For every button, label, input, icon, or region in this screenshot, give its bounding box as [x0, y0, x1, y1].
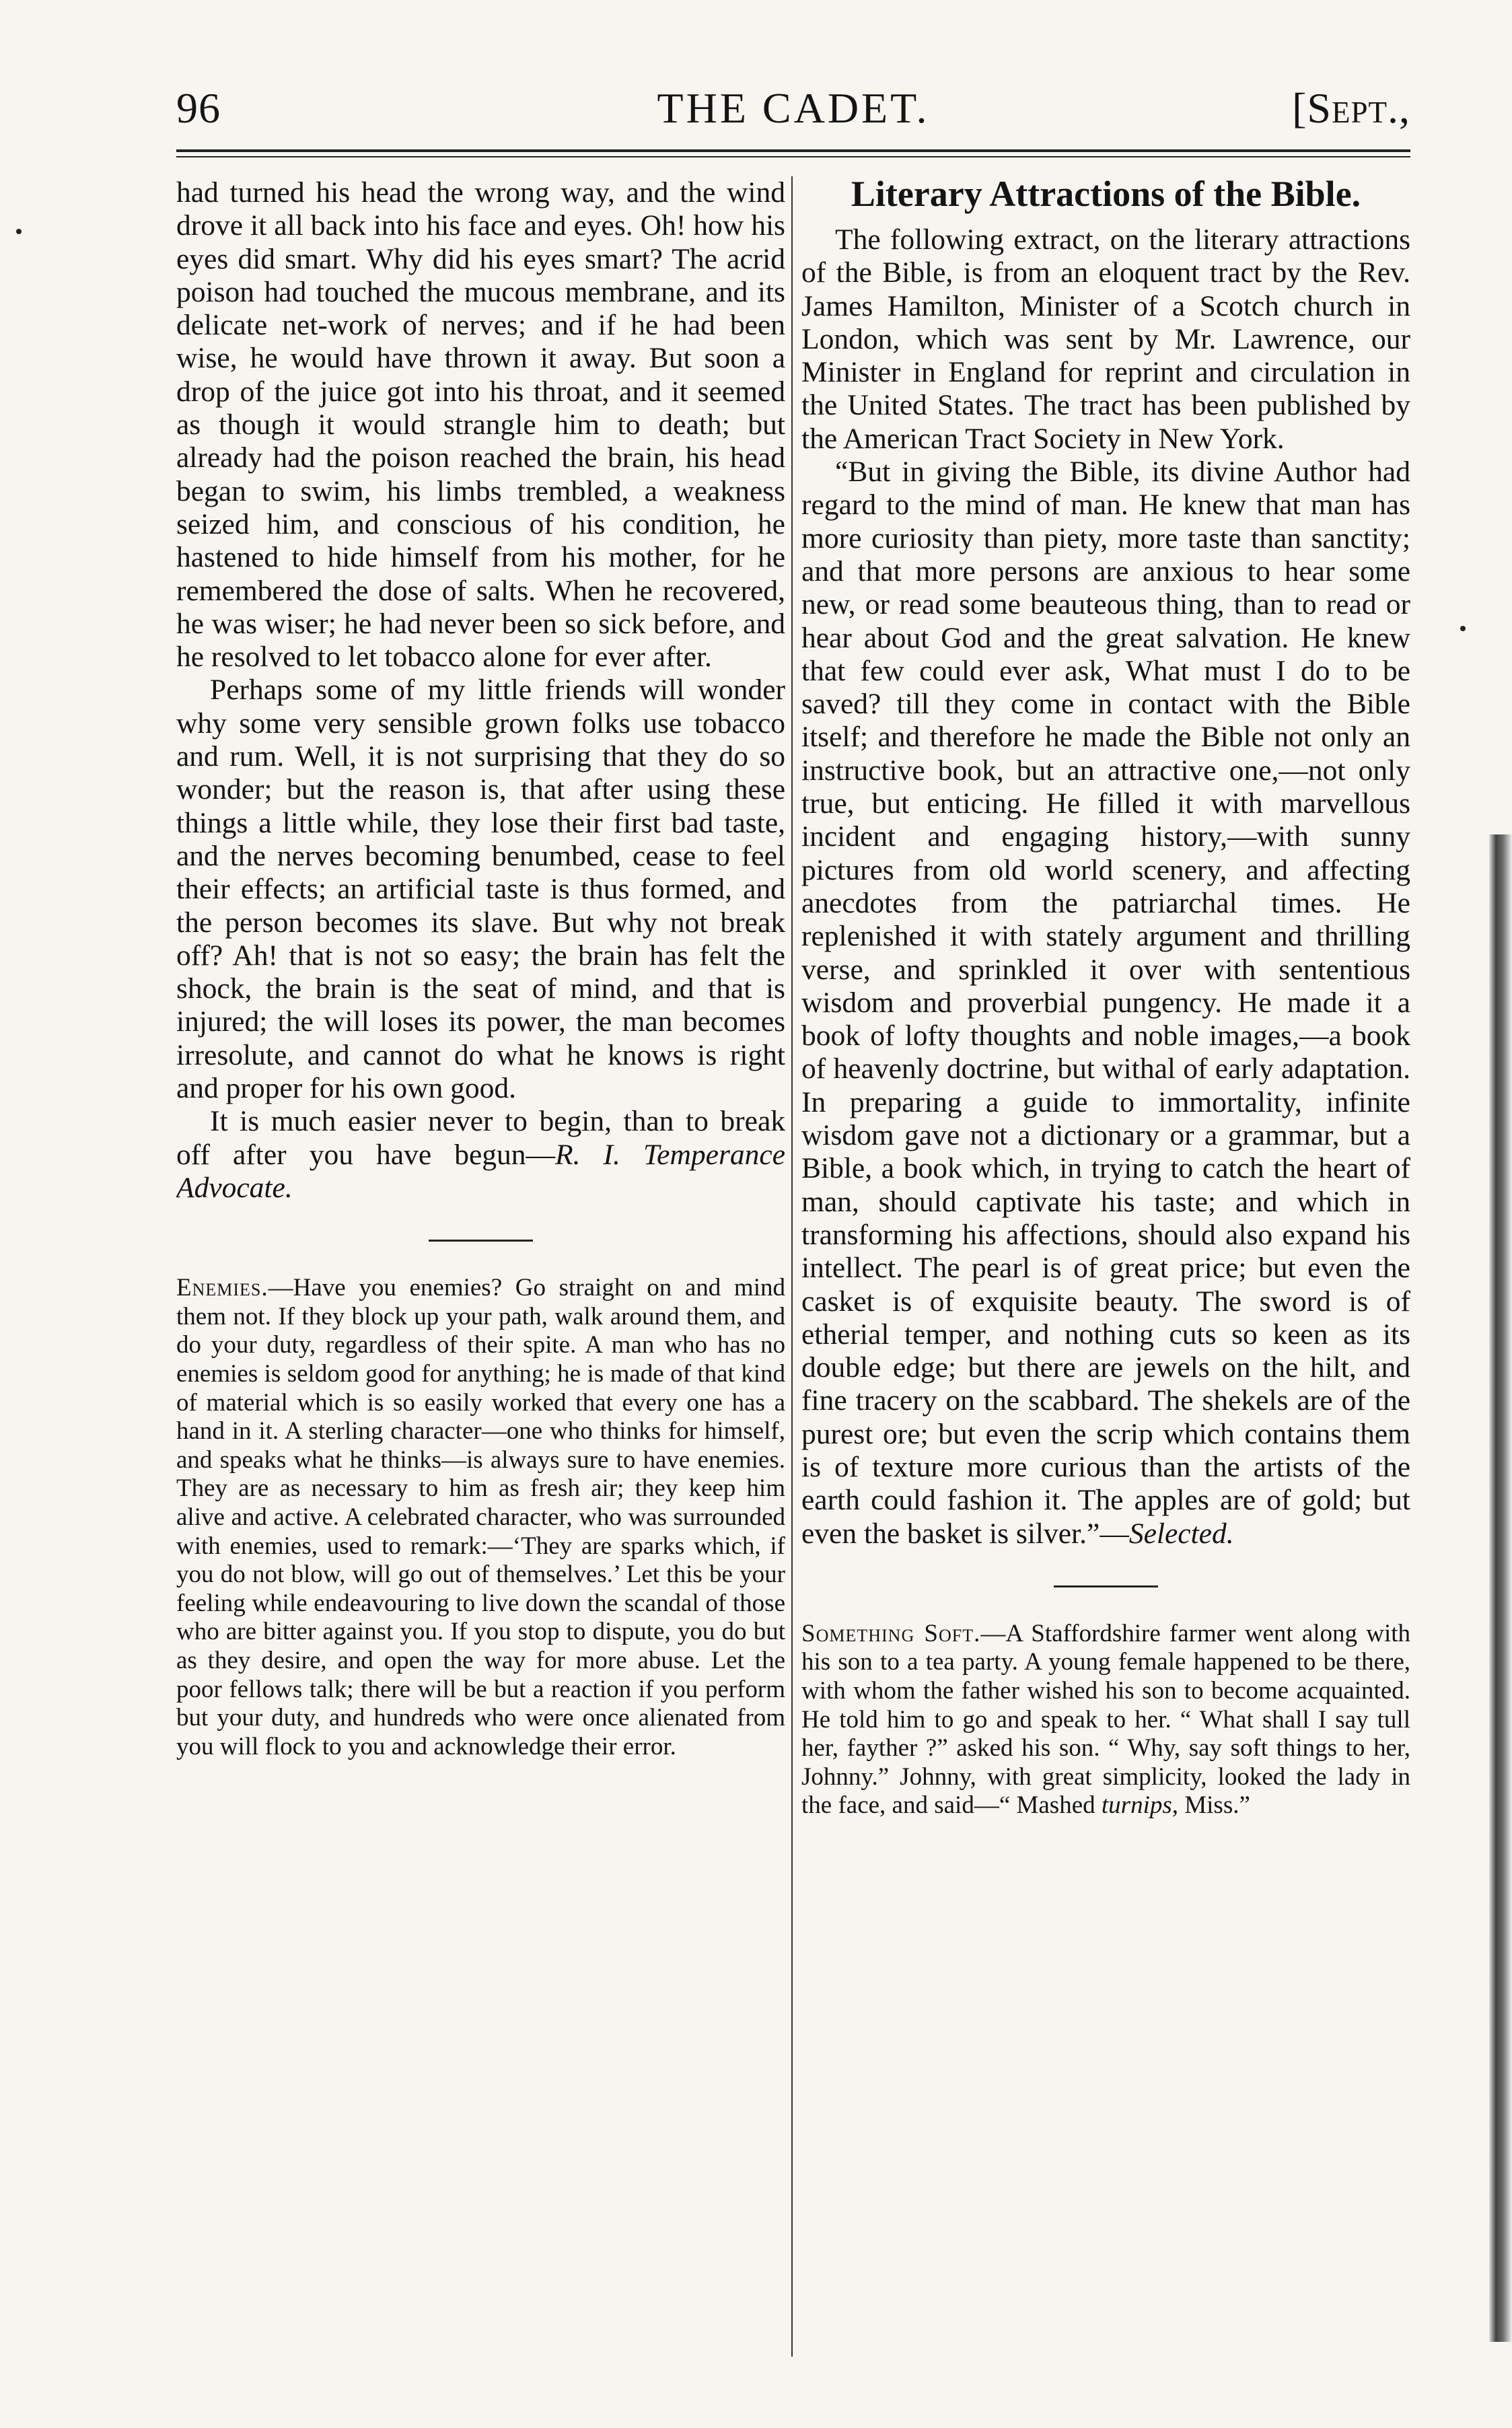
- article-quote: [801, 456, 1410, 1550]
- left-column: [176, 176, 785, 2370]
- article-source: R. I. Temperance Advocate.: [176, 1138, 785, 1204]
- section-divider: [1054, 1585, 1158, 1587]
- something-soft-text: —A Staffordshire farmer went along with his son to a tea party. A young female happened to be there, with whom the father wished his son to become acquainted. He told him to go and speak to her. “ What shall I say tull her, fayther ?” asked his son. “ Why, say soft things to her, Johnny.” Johnny, with great simplicity, looked the lady in the face, and said—“ Mashed: [801, 1619, 1410, 1820]
- page-number: 96: [176, 84, 221, 132]
- section-divider: [429, 1240, 533, 1242]
- article-title: Literary Attractions of the Bible.: [851, 176, 1361, 214]
- quote-text: “But in giving the Bible, its divine Author had regard to the mind of man. He knew that man has more curiosity than piety, more taste than sanctity; and that more persons are anxious to hear some new, or read some beauteous thing, than to read or hear about God and the great salvation. He knew that few could ever ask, What must I do to be saved? till they come in contact with the Bible itself; and therefore he made the Bible not only an instructive book, but an attractive one,—not only true, but enticing. He filled it with marvellous incident and engaging history,—with sunny pictures from old world scenery, and affecting anecdotes from the patriarchal times. He replenished it with stately argument and thrilling verse, and sprinkled it over with sententious wisdom and proverbial pungency. He made it a book of lofty thoughts and noble images,—a book of heavenly doctrine, but withal of early adaptation. In preparing a guide to immortality, infinite wisdom gave not a dictionary or a grammar, but a Bible, a book which, in trying to catch the heart of man, should captivate his taste; and which in transforming his affections, should also expand his intellect. The pearl is of great price; but even the casket is of exquisite beauty. The sword is of etherial temper, and nothing cuts so keen as its double edge; but there are jewels on the hilt, and fine tracery on the scabbard. The shekels are of the purest ore; but even the scrip which contains them is of texture more curious than the artists of the earth could fashion it. The apples are of gold; but even the basket is silver.”—: [801, 456, 1410, 1550]
- article-paragraph: had turned his head the wrong way, and the wind drove it all back into his face and eyes. Oh! how his eyes did smart. Why did his eyes smart? The acrid poison had touched the mucous membrane, and its delicate net-work of nerves; and if he had been wise, he would have thrown it away. But soon a drop of the juice got into his throat, and it seemed as though it would strangle him to death; but already had the poison reached the brain, his head began to swim, his limbs trembled, a weakness seized him, and conscious of his condition, he hastened to hide himself from his mother, for he remembered the dose of salts. When he recovered, he was wiser; he had never been so sick before, and he resolved to let tobacco alone for ever after.: [176, 176, 785, 674]
- enemies-article: [176, 1274, 785, 1761]
- quote-source: Selected.: [1128, 1517, 1234, 1550]
- margin-dot: [1460, 626, 1466, 631]
- something-soft-end: , Miss.”: [1172, 1791, 1250, 1820]
- column-divider: [791, 176, 793, 2357]
- something-soft-article: [801, 1620, 1410, 1820]
- something-soft-heading: Something Soft.: [801, 1619, 981, 1647]
- binding-edge: [1489, 834, 1512, 2342]
- article-intro: The following extract, on the literary attractions of the Bible, is from an eloquent tract by the Rev. James Hamilton, Minister of a Scotch church in London, which was sent by Mr. Lawrence, our Minister in England for reprint and circulation in the United States. The tract has been published by the American Tract Society in New York.: [801, 223, 1410, 455]
- enemies-heading: Enemies.: [176, 1274, 268, 1302]
- page-header: [176, 74, 1410, 141]
- right-column: [801, 176, 1410, 2370]
- issue-date: [Sept.,: [1292, 84, 1410, 132]
- article-paragraph: Perhaps some of my little friends will wonder why some very sensible grown folks use tobacco and rum. Well, it is not surprising that they do so wonder; but the reason is, that after using these things a little while, they lose their first bad taste, and the nerves becoming benumbed, cease to feel their effects; an artificial taste is thus formed, and the person becomes its slave. But why not break off? Ah! that is not so easy; the brain has felt the shock, the brain is the seat of mind, and that is injured; the will loses its power, the man becomes irresolute, and cannot do what he knows is right and proper for his own good.: [176, 674, 785, 1105]
- margin-dot: [16, 229, 22, 234]
- article-closing-paragraph: [176, 1105, 785, 1205]
- enemies-text: —Have you enemies? Go straight on and mind them not. If they block up your path, walk around them, and do your duty, regardless of their spite. A man who has no enemies is seldom good for anything; he is made of that kind of material which is so easily worked that every one has a hand in it. A sterling character—one who thinks for himself, and speaks what he thinks—is always sure to have enemies. They are as necessary to him as fresh air; they keep him alive and active. A celebrated character, who was surrounded with enemies, used to remark:—‘They are sparks which, if you do not blow, will go out of themselves.’ Let this be your feeling while endeavouring to live down the scandal of those who are bitter against you. If you stop to dispute, you do but as they desire, and open the way for more abuse. Let the poor fellows talk; there will be but a reaction if you perform but your duty, and hundreds who were once alienated from you will flock to you and acknowledge their error.: [176, 1274, 785, 1760]
- closing-text: It is much easier never to begin, than to break off after you have begun—: [176, 1105, 785, 1171]
- header-rule-thin: [176, 156, 1410, 157]
- running-title: THE CADET.: [657, 84, 930, 132]
- something-soft-italic: turnips: [1101, 1791, 1172, 1820]
- header-rule: [176, 149, 1410, 152]
